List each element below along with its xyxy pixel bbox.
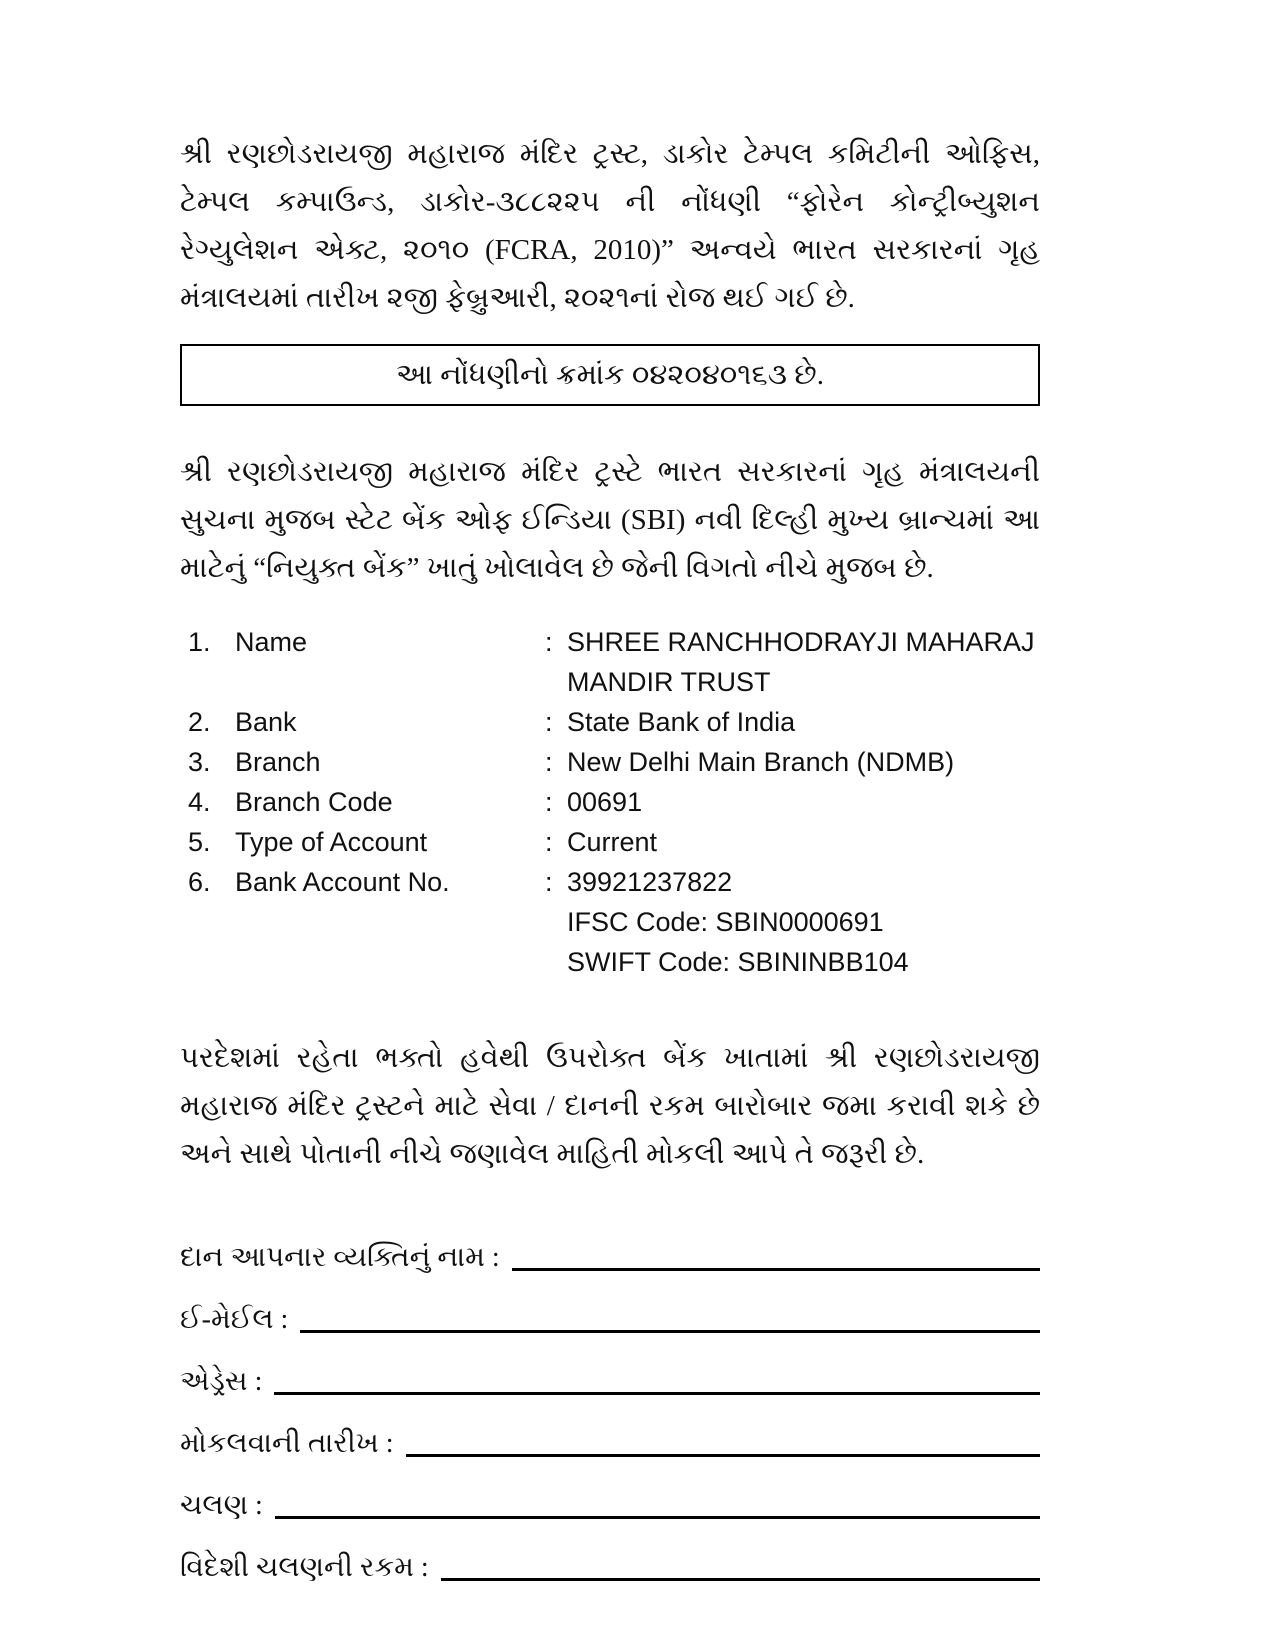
detail-num: 4. <box>188 787 211 817</box>
detail-value-name: SHREE RANCHHODRAYJI MAHARAJ MANDIR TRUST <box>567 627 1035 697</box>
detail-label: Bank <box>235 707 297 737</box>
detail-num: 1. <box>188 627 211 657</box>
address-blank-line <box>274 1392 1040 1395</box>
detail-colon: : <box>545 867 553 897</box>
donor-name-field <box>180 1216 1040 1278</box>
detail-value-branch: New Delhi Main Branch (NDMB) <box>567 747 955 777</box>
registration-number-text: આ નોંધણીનો ક્રમાંક ૦૪૨૦૪૦૧૬૩ છે. <box>396 358 824 391</box>
detail-value-swift-code: SWIFT Code: SBININBB104 <box>567 947 909 977</box>
bank-details-list <box>180 622 1040 982</box>
detail-label: Branch <box>235 747 321 777</box>
detail-colon: : <box>545 827 553 857</box>
detail-value-bank: State Bank of India <box>567 707 796 737</box>
foreign-currency-amount-blank-line <box>441 1578 1040 1581</box>
detail-colon: : <box>545 707 553 737</box>
foreign-currency-amount-field <box>180 1526 1040 1588</box>
address-label: એડ્રેસ : <box>180 1366 263 1397</box>
donation-instructions-paragraph: પરદેશમાં રહેતા ભક્તો હવેથી ઉપરોક્ત બેંક ખાતામાં શ્રી રણછોડરાયજી મહારાજ મંદિર ટ્રસ્ટને માટે સેવા / દાનની રકમ બારોબાર જમા કરાવી શકે છે અને સાથે પોતાની નીચે જણાવેલ માહિતી મોકલી આપે તે જરૂરી છે. <box>180 1042 1040 1170</box>
detail-label: Branch Code <box>235 787 393 817</box>
currency-field <box>180 1464 1040 1526</box>
detail-num: 3. <box>188 747 211 777</box>
donor-name-label: દાન આપનાર વ્યક્તિનું નામ : <box>180 1242 500 1273</box>
detail-value-account-no: 39921237822 <box>567 867 733 897</box>
detail-num: 5. <box>188 827 211 857</box>
detail-value-account-type: Current <box>567 827 658 857</box>
bank-info-paragraph: શ્રી રણછોડરાયજી મહારાજ મંદિર ટ્રસ્ટે ભારત સરકારનાં ગૃહ મંત્રાલયની સુચના મુજબ સ્ટેટ બેંક ઓફ ઈન્ડિયા (SBI) નવી દિલ્હી મુખ્ય બ્રાન્ચમાં આ માટેનું “નિયુક્ત બેંક” ખાતું ખોલાવેલ છે જેની વિગતો નીચે મુજબ છે. <box>180 456 1040 584</box>
currency-blank-line <box>275 1516 1040 1519</box>
detail-colon: : <box>545 747 553 777</box>
detail-num: 6. <box>188 867 211 897</box>
foreign-currency-amount-label: વિદેશી ચલણની રકમ : <box>180 1552 429 1583</box>
email-blank-line <box>300 1330 1040 1333</box>
donor-name-blank-line <box>512 1268 1040 1271</box>
detail-label: Name <box>235 627 308 657</box>
detail-colon: : <box>545 627 553 657</box>
sending-date-blank-line <box>406 1454 1040 1457</box>
sending-date-label: મોકલવાની તારીખ : <box>180 1428 394 1459</box>
email-field <box>180 1278 1040 1340</box>
address-field <box>180 1340 1040 1402</box>
detail-colon: : <box>545 787 553 817</box>
intro-paragraph: શ્રી રણછોડરાયજી મહારાજ મંદિર ટ્રસ્ટ, ડાકોર ટેમ્પલ કમિટીની ઓફિસ, ટેમ્પલ કમ્પાઉન્ડ, ડાકોર-૩૮૮૨૨૫ ની નોંધણી “ફોરેન કોન્ટ્રીબ્યુશન રેગ્યુલેશન એક્ટ, ૨૦૧૦ (FCRA, 2010)” અન્વયે ભારત સરકારનાં ગૃહ મંત્રાલયમાં તારીખ ૨જી ફેબ્રુઆરી, ૨૦૨૧નાં રોજ થઈ ગઈ છે. <box>180 138 1040 314</box>
registration-number-box <box>180 344 1040 406</box>
donor-details-form <box>180 1216 1040 1588</box>
detail-value-ifsc-code: IFSC Code: SBIN0000691 <box>567 907 884 937</box>
currency-label: ચલણ : <box>180 1490 263 1521</box>
email-label: ઈ-મેઈલ : <box>180 1304 289 1335</box>
detail-value-branch-code: 00691 <box>567 787 643 817</box>
detail-num: 2. <box>188 707 211 737</box>
sending-date-field <box>180 1402 1040 1464</box>
detail-label: Type of Account <box>235 827 428 857</box>
detail-label: Bank Account No. <box>235 867 450 897</box>
